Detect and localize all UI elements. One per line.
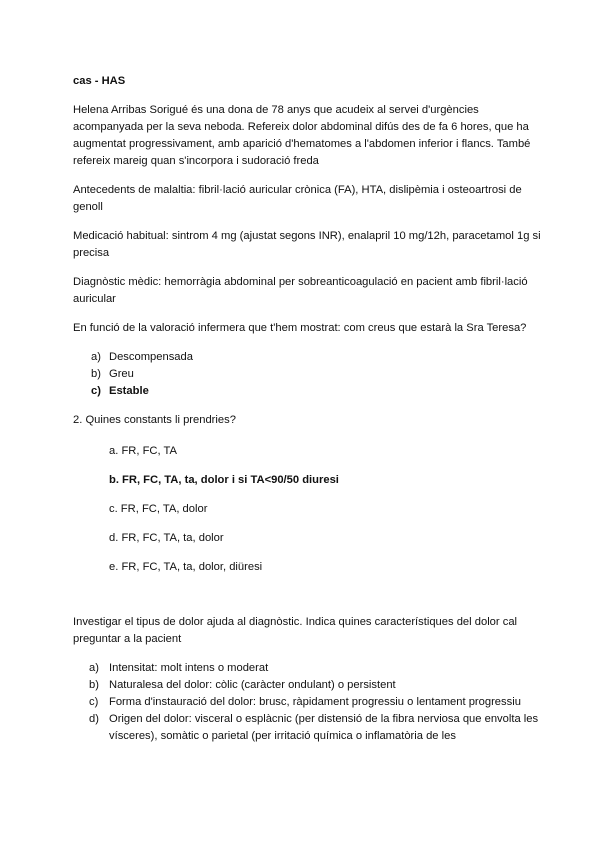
option-item <box>73 677 543 694</box>
option-item <box>73 349 543 366</box>
question-2-option: d. FR, FC, TA, ta, dolor <box>109 532 224 544</box>
case-description: Helena Arribas Sorigué és una dona de 78 anys que acudeix al servei d'urgències acompanyada per la seva neboda. Refereix dolor abdominal difús des de fa 6 hores, que ha augmentat progressivament, amb aparició d'hematomes a l'abdomen inferior i flancs. També refereix mareig quan s'incorpora i sudoració freda <box>73 104 531 167</box>
option-label: Forma d'instauració del dolor: brusc, ràpidament progressiu o lentament progressiu <box>109 696 521 708</box>
option-label: Naturalesa del dolor: còlic (caràcter ondulant) o persistent <box>109 679 396 691</box>
option-marker: c) <box>89 696 99 708</box>
medication-text: Medicació habitual: sintrom 4 mg (ajustat segons INR), enalapril 10 mg/12h, paracetamol 1g si precisa <box>73 230 541 259</box>
antecedents-text: Antecedents de malaltia: fibril·lació auricular crònica (FA), HTA, dislipèmia i osteoartrosi de genoll <box>73 184 522 213</box>
option-label: Greu <box>109 368 134 380</box>
option-item <box>73 694 543 711</box>
question-2-option-selected: b. FR, FC, TA, ta, dolor i si TA<90/50 diuresi <box>109 474 339 486</box>
question-3-options <box>73 660 543 745</box>
option-item-selected <box>73 383 543 400</box>
option-marker: b) <box>91 368 101 380</box>
question-3: Investigar el tipus de dolor ajuda al diagnòstic. Indica quines característiques del dolor cal preguntar a la pacient <box>73 616 518 645</box>
option-label: Intensitat: molt intens o moderat <box>109 662 269 674</box>
spacer <box>73 588 543 614</box>
question-2: 2. Quines constants li prendries? <box>73 414 236 426</box>
option-marker: d) <box>89 713 99 725</box>
question-2-option: e. FR, FC, TA, ta, dolor, diüresi <box>109 561 263 573</box>
option-item <box>73 366 543 383</box>
question-1: En funció de la valoració infermera que t'hem mostrat: com creus que estarà la Sra Teresa? <box>73 322 527 334</box>
question-2-option: a. FR, FC, TA <box>109 445 177 457</box>
option-label: Descompensada <box>109 351 193 363</box>
page-title: cas - HAS <box>73 75 126 87</box>
option-label: Estable <box>109 385 149 397</box>
option-label: Origen del dolor: visceral o esplàcnic (per distensió de la fibra nerviosa que envolta les vísceres), somàtic o parietal (per irritació química o inflamatòria de les <box>109 713 539 742</box>
diagnosis-text: Diagnòstic mèdic: hemorràgia abdominal per sobreanticoagulació en pacient amb fibril·lació auricular <box>73 276 528 305</box>
option-marker: c) <box>91 385 101 397</box>
question-2-option: c. FR, FC, TA, dolor <box>109 503 208 515</box>
option-item <box>73 711 543 745</box>
option-item <box>73 660 543 677</box>
option-marker: a) <box>89 662 99 674</box>
option-marker: b) <box>89 679 99 691</box>
question-1-options <box>73 349 543 400</box>
document-page <box>73 73 543 757</box>
option-marker: a) <box>91 351 101 363</box>
